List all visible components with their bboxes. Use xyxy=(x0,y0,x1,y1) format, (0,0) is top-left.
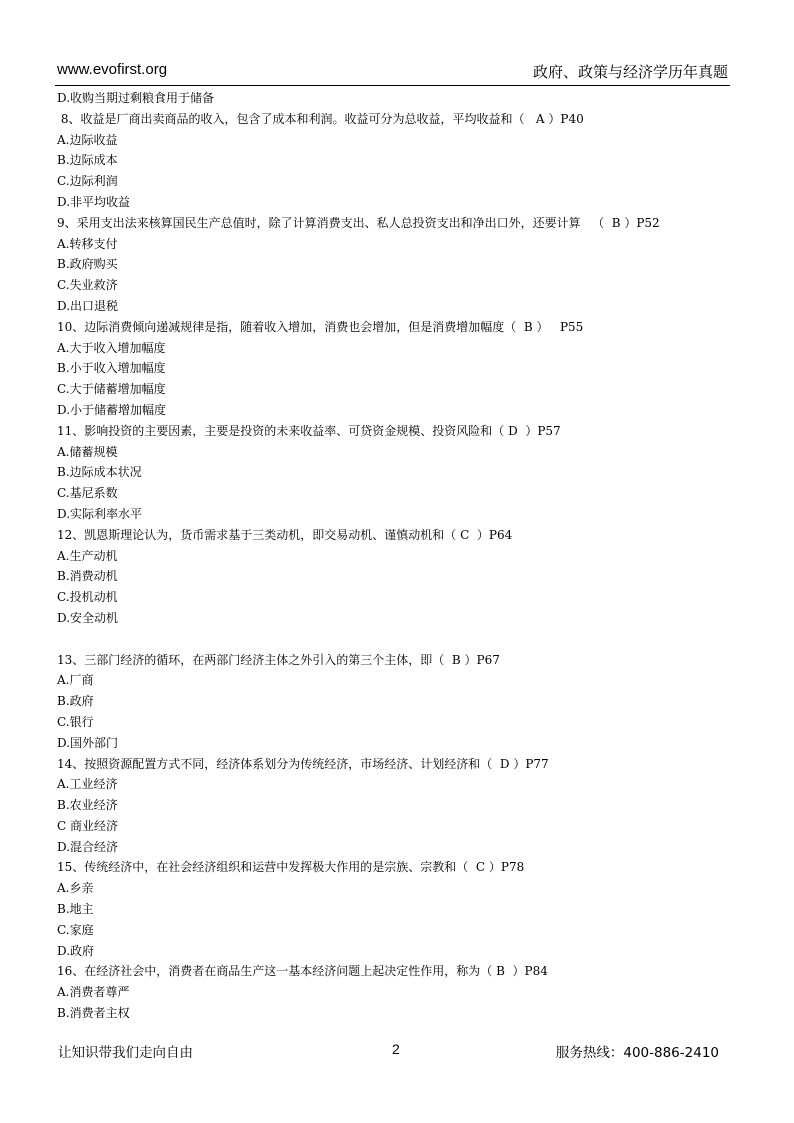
service-hotline: 服务热线：400-886-2410 xyxy=(555,1045,719,1061)
question-stem: 11、影响投资的主要因素，主要是投资的未来收益率、可贷资金规模、投资风险和（ D ）P57 xyxy=(57,423,561,438)
question-stem: 16、在经济社会中，消费者在商品生产这一基本经济问题上起决定性作用，称为（ B ）P84 xyxy=(57,964,548,979)
question-list xyxy=(57,88,747,1024)
answer-option: C.银行 xyxy=(57,714,94,729)
answer-option: A.工业经济 xyxy=(57,777,118,792)
document-title: 政府、政策与经济学历年真题 xyxy=(532,63,728,81)
answer-option: D.政府 xyxy=(57,943,95,958)
answer-option: A.生产动机 xyxy=(57,548,118,563)
answer-option: C.投机动机 xyxy=(57,590,118,605)
answer-option: B.农业经济 xyxy=(57,798,118,813)
answer-option: C.大于储蓄增加幅度 xyxy=(57,382,166,397)
header-divider xyxy=(55,85,730,86)
answer-option: D.小于储蓄增加幅度 xyxy=(57,402,167,417)
question-stem: 9、采用支出法来核算国民生产总值时，除了计算消费支出、私人总投资支出和净出口外，还要计算 （ B ）P52 xyxy=(57,215,660,230)
answer-option: D.安全动机 xyxy=(57,610,119,625)
site-url: www.evofirst.org xyxy=(57,61,168,78)
question-stem: 14、按照资源配置方式不同，经济体系划分为传统经济，市场经济、计划经济和（ D ）P77 xyxy=(57,756,549,771)
answer-option: A.消费者尊严 xyxy=(57,985,130,1000)
answer-option: B.小于收入增加幅度 xyxy=(57,361,166,376)
answer-option: C.基尼系数 xyxy=(57,486,118,501)
answer-option: B.边际成本状况 xyxy=(57,465,142,480)
answer-option: C.失业救济 xyxy=(57,278,118,293)
question-stem: 15、传统经济中，在社会经济组织和运营中发挥极大作用的是宗族、宗教和（ C ）P78 xyxy=(57,860,525,875)
answer-option: C 商业经济 xyxy=(57,818,118,833)
answer-option: D.国外部门 xyxy=(57,735,119,750)
answer-option: A.储蓄规模 xyxy=(57,444,118,459)
footer-slogan: 让知识带我们走向自由 xyxy=(58,1045,193,1061)
answer-option: D.实际利率水平 xyxy=(57,506,143,521)
answer-option: D.非平均收益 xyxy=(57,194,131,209)
answer-option: B.消费者主权 xyxy=(57,1006,130,1021)
question-stem: 8、收益是厂商出卖商品的收入，包含了成本和利润。收益可分为总收益，平均收益和（ A ）P40 xyxy=(57,111,584,126)
answer-option: D.出口退税 xyxy=(57,298,119,313)
answer-option: B.地主 xyxy=(57,902,94,917)
answer-option: C.边际利润 xyxy=(57,174,118,189)
answer-option: A.转移支付 xyxy=(57,236,118,251)
answer-option: B.消费动机 xyxy=(57,569,118,584)
answer-option: C.家庭 xyxy=(57,922,94,937)
blank-line xyxy=(57,629,747,650)
answer-option: D.收购当期过剩粮食用于储备 xyxy=(57,91,215,105)
answer-option: B.政府购买 xyxy=(57,257,118,272)
question-stem: 12、凯恩斯理论认为，货币需求基于三类动机，即交易动机、谨慎动机和（ C ）P64 xyxy=(57,527,513,542)
answer-option: A.大于收入增加幅度 xyxy=(57,340,166,355)
question-stem: 10、边际消费倾向递减规律是指，随着收入增加，消费也会增加，但是消费增加幅度（ B ） P55 xyxy=(57,319,584,334)
answer-option: A.厂商 xyxy=(57,673,94,688)
answer-option: A.边际收益 xyxy=(57,132,118,147)
answer-option: B.边际成本 xyxy=(57,153,118,168)
question-stem: 13、三部门经济的循环，在两部门经济主体之外引入的第三个主体，即（ B ）P67 xyxy=(57,652,500,667)
answer-option: A.乡亲 xyxy=(57,881,94,896)
page-number: 2 xyxy=(392,1041,400,1057)
answer-option: B.政府 xyxy=(57,694,94,709)
answer-option: D.混合经济 xyxy=(57,839,119,854)
